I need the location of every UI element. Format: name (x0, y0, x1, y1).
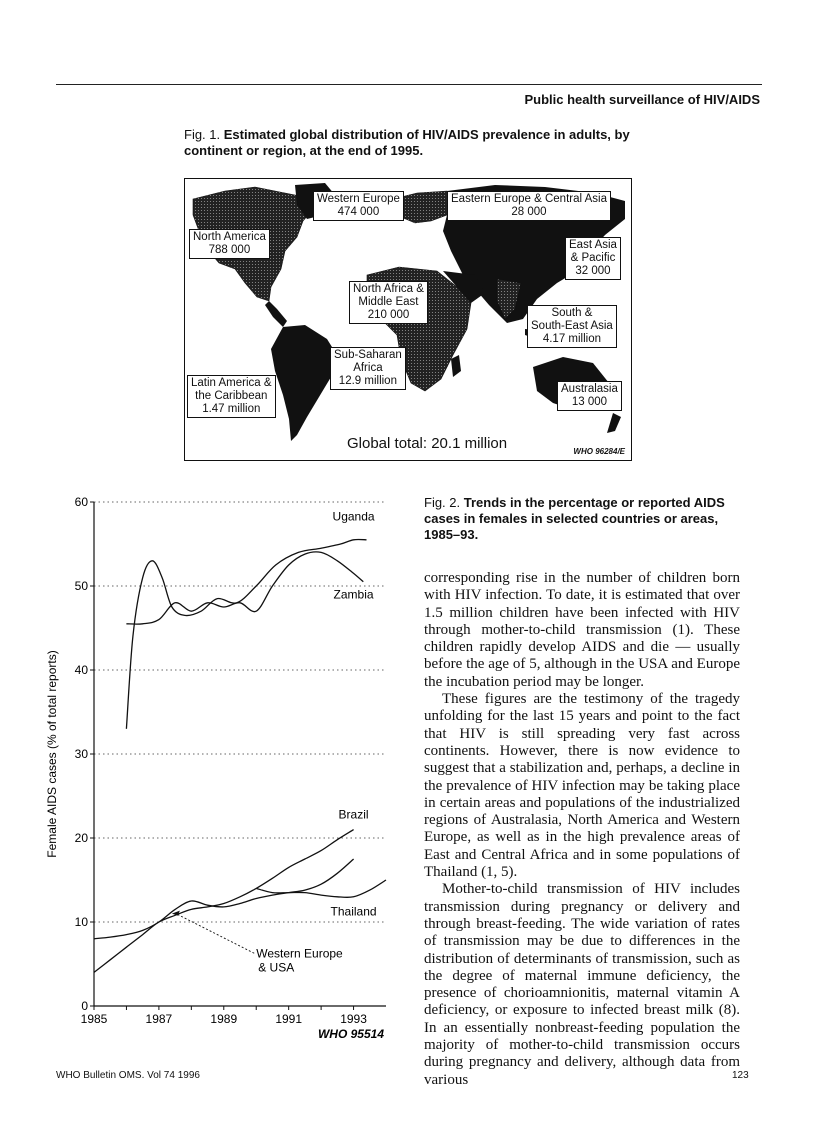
x-tick-label: 1985 (80, 1012, 108, 1026)
footer-journal: WHO Bulletin OMS. Vol 74 1996 (56, 1070, 200, 1081)
series-label-uganda: Uganda (332, 509, 375, 524)
body-paragraph-1: corresponding rise in the number of children born with HIV infection. To date, it is estimated that over 1.5 million children have been infected with HIV through mother-to-child transmission (1). These children rapidly develop AIDS and die — usually before the age of 5, although in the USA and Europe the incubation period may be longer. (424, 570, 740, 690)
chart-figure-code: WHO 95514 (317, 1027, 384, 1041)
label-north-america: North America 788 000 (189, 229, 270, 259)
figure1-caption (184, 127, 654, 159)
label-sub-saharan-africa: Sub-Saharan Africa 12.9 million (330, 347, 406, 390)
south-america-landmass (271, 325, 337, 441)
annotation-usa: & USA (258, 960, 295, 975)
series-line-western-europe-usa (94, 859, 354, 939)
y-tick-label: 10 (74, 915, 88, 929)
x-tick-label: 1989 (210, 1012, 238, 1026)
x-tick-label: 1993 (340, 1012, 367, 1026)
series-line-uganda (126, 539, 366, 728)
madagascar-landmass (451, 355, 461, 377)
y-tick-label: 0 (81, 999, 88, 1013)
annotation-western-europe: Western Europe (256, 946, 343, 961)
y-tick-label: 30 (74, 747, 88, 761)
label-east-asia-pacific: East Asia & Pacific 32 000 (565, 237, 621, 280)
map-figure-code: WHO 96284/E (573, 447, 625, 456)
central-america-landmass (265, 301, 287, 327)
body-paragraph-3: Mother-to-child transmission of HIV includes transmission during pregnancy or delivery and through breast-feeding. The wide variation of rates of transmission may be due to differences in the distribution of determinants of transmission, such as the degree of maternal immune deficiency, the presence of chorioamnionitis, maternal vitamin A deficiency, or exposure to infected breast milk (8). In an essentially nonbreast-feeding population the majority of mother-to-child transmission occurs during pregnancy and delivery, although data from various (424, 881, 740, 1088)
figure2-caption-text: Trends in the percentage or reported AIDS cases in females in selected countries or areas, 1985–93. (424, 495, 725, 542)
label-north-africa-middle-east: North Africa & Middle East 210 000 (349, 281, 428, 324)
series-label-thailand: Thailand (330, 904, 377, 919)
figure1-prefix: Fig. 1. (184, 127, 221, 142)
x-tick-label: 1987 (145, 1012, 173, 1026)
y-tick-label: 50 (74, 579, 88, 593)
annotation-leader (178, 915, 254, 954)
figure2-prefix: Fig. 2. (424, 495, 461, 510)
figure2-caption (424, 495, 740, 543)
x-tick-label: 1991 (275, 1012, 303, 1026)
footer-page-number: 123 (732, 1070, 749, 1081)
label-western-europe: Western Europe 474 000 (313, 191, 404, 221)
map-global-total: Global total: 20.1 million (347, 435, 508, 452)
body-text (424, 570, 740, 1089)
series-label-brazil: Brazil (338, 807, 369, 822)
header-rule (56, 84, 762, 85)
y-tick-label: 20 (74, 831, 88, 845)
label-eastern-europe-central-asia: Eastern Europe & Central Asia 28 000 (447, 191, 611, 221)
running-head: Public health surveillance of HIV/AIDS (524, 92, 760, 107)
new-zealand-landmass (607, 413, 621, 433)
series-line-zambia (126, 552, 363, 624)
y-tick-label: 40 (74, 663, 88, 677)
label-south-southeast-asia: South & South-East Asia 4.17 million (527, 305, 617, 348)
label-latin-america-caribbean: Latin America & the Caribbean 1.47 million (187, 375, 276, 418)
aids-trend-chart (38, 490, 408, 1050)
label-australasia: Australasia 13 000 (557, 381, 622, 411)
body-paragraph-2: These figures are the testimony of the tragedy unfolding for the last 15 years and point to the fact that HIV is still spreading very fast across continents. However, there is now evidence to suggest that a stabilization and, perhaps, a decline in the prevalence of HIV infection may be taking place in certain areas and populations of the industrialized regions of Australasia, North America and Western Europe, as well as in the high prevalence areas of East and Central Africa and in some populations of Thailand (1, 5). (424, 691, 740, 881)
y-axis-label: Female AIDS cases (% of total reports) (45, 650, 59, 858)
series-label-zambia: Zambia (333, 587, 374, 602)
world-map (184, 178, 632, 461)
figure1-caption-text: Estimated global distribution of HIV/AIDS prevalence in adults, by continent or region, at the end of 1995. (184, 127, 630, 158)
y-tick-label: 60 (74, 495, 88, 509)
